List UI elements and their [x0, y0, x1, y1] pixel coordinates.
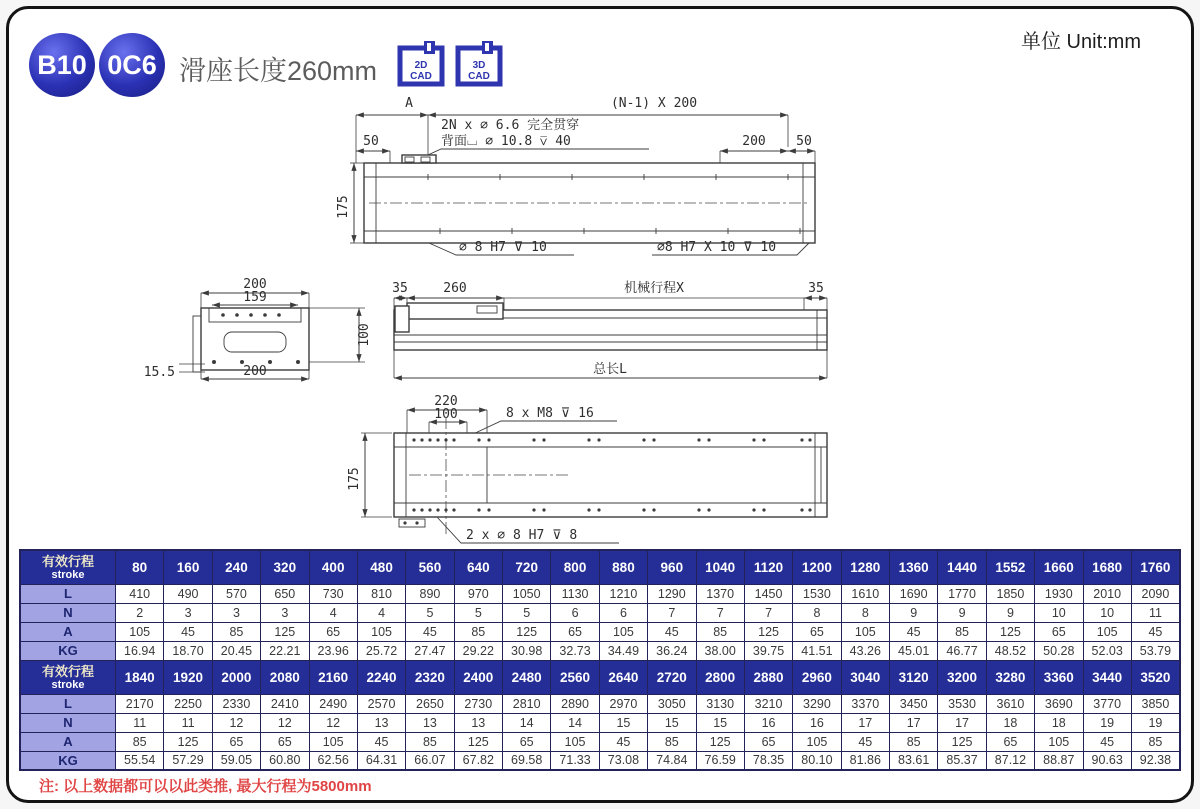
table-cell: 4 [309, 603, 357, 622]
table-cell: 1690 [890, 584, 938, 603]
row-label-cell: KG [20, 751, 116, 770]
table-cell: 125 [696, 732, 744, 751]
table-cell: 3130 [696, 694, 744, 713]
dim-200: 200 [742, 134, 766, 149]
table-cell: 105 [841, 622, 889, 641]
table-cell: 62.56 [309, 751, 357, 770]
dim-35-right: 35 [808, 281, 824, 296]
table-cell: 125 [164, 732, 212, 751]
stroke-value-cell: 2720 [648, 660, 696, 694]
stroke-value-cell: 3200 [938, 660, 986, 694]
table-cell: 15 [599, 713, 647, 732]
table-cell: 18 [1035, 713, 1083, 732]
table-cell: 85 [696, 622, 744, 641]
end-view-drawing [144, 277, 372, 380]
stroke-value-cell: 1440 [938, 550, 986, 584]
table-cell: 10 [1035, 603, 1083, 622]
stroke-value-cell: 2160 [309, 660, 357, 694]
dim-220: 220 [434, 394, 458, 409]
table-cell: 67.82 [454, 751, 502, 770]
table-cell: 45 [406, 622, 454, 641]
table-cell: 2410 [261, 694, 309, 713]
table-cell: 2250 [164, 694, 212, 713]
table-cell: 48.52 [986, 641, 1034, 660]
table-cell: 65 [309, 622, 357, 641]
table-cell: 87.12 [986, 751, 1034, 770]
table-cell: 80.10 [793, 751, 841, 770]
dim-159: 159 [243, 290, 267, 305]
table-cell: 105 [599, 622, 647, 641]
table-cell: 105 [1083, 622, 1131, 641]
stroke-value-cell: 1680 [1083, 550, 1131, 584]
table-cell: 85 [212, 622, 260, 641]
dim-50-left: 50 [363, 134, 379, 149]
stroke-value-cell: 80 [116, 550, 164, 584]
table-cell: 45 [890, 622, 938, 641]
table-cell: 410 [116, 584, 164, 603]
table-cell: 27.47 [406, 641, 454, 660]
table-cell: 1370 [696, 584, 744, 603]
table-cell: 7 [744, 603, 792, 622]
table-cell: 81.86 [841, 751, 889, 770]
table-cell: 45 [1131, 622, 1180, 641]
table-cell: 52.03 [1083, 641, 1131, 660]
table-cell: 45 [599, 732, 647, 751]
table-cell: 85 [454, 622, 502, 641]
table-cell: 1610 [841, 584, 889, 603]
table-cell: 6 [551, 603, 599, 622]
table-cell: 2170 [116, 694, 164, 713]
hole-note-1: 2N x ∅ 6.6 完全贯穿 [441, 118, 580, 133]
table-cell: 9 [938, 603, 986, 622]
callout-h7: 2 x ∅ 8 H7 ⊽ 8 [466, 528, 578, 543]
table-cell: 65 [744, 732, 792, 751]
table-cell: 90.63 [1083, 751, 1131, 770]
stroke-value-cell: 2480 [503, 660, 551, 694]
table-cell: 66.07 [406, 751, 454, 770]
cad-3d-label-1: 3D [472, 60, 486, 71]
table-cell: 2010 [1083, 584, 1131, 603]
table-cell: 570 [212, 584, 260, 603]
table-cell: 55.54 [116, 751, 164, 770]
table-cell: 2730 [454, 694, 502, 713]
table-cell: 45 [164, 622, 212, 641]
stroke-value-cell: 480 [357, 550, 405, 584]
table-cell: 12 [261, 713, 309, 732]
stroke-value-cell: 2640 [599, 660, 647, 694]
table-cell: 60.80 [261, 751, 309, 770]
table-cell: 105 [793, 732, 841, 751]
table-cell: 970 [454, 584, 502, 603]
table-cell: 50.28 [1035, 641, 1083, 660]
row-label-cell: A [20, 732, 116, 751]
table-cell: 30.98 [503, 641, 551, 660]
table-cell: 17 [841, 713, 889, 732]
table-cell: 13 [406, 713, 454, 732]
table-cell: 9 [986, 603, 1034, 622]
stroke-label-zh: 有效行程 [41, 663, 94, 679]
dim-50-right: 50 [796, 134, 812, 149]
table-cell: 2 [116, 603, 164, 622]
table-cell: 810 [357, 584, 405, 603]
table-cell: 10 [1083, 603, 1131, 622]
page-title: 滑座长度260mm [179, 56, 378, 86]
table-cell: 45 [1083, 732, 1131, 751]
stroke-value-cell: 2000 [212, 660, 260, 694]
stroke-value-cell: 3040 [841, 660, 889, 694]
stroke-table [19, 549, 1181, 771]
cad-2d-label-1: 2D [414, 60, 428, 71]
row-label-cell: KG [20, 641, 116, 660]
stroke-value-cell: 2320 [406, 660, 454, 694]
stroke-value-cell: 1660 [1035, 550, 1083, 584]
table-cell: 85 [890, 732, 938, 751]
stroke-value-cell: 1760 [1131, 550, 1180, 584]
table-cell: 1130 [551, 584, 599, 603]
dim-35-left: 35 [392, 281, 408, 296]
table-cell: 46.77 [938, 641, 986, 660]
table-cell: 17 [938, 713, 986, 732]
stroke-value-cell: 1040 [696, 550, 744, 584]
table-cell: 7 [696, 603, 744, 622]
table-cell: 65 [261, 732, 309, 751]
table-cell: 65 [986, 732, 1034, 751]
table-cell: 1770 [938, 584, 986, 603]
table-row-KG [20, 751, 1180, 770]
table-cell: 74.84 [648, 751, 696, 770]
table-cell: 36.24 [648, 641, 696, 660]
table-row-N [20, 713, 1180, 732]
cad-2d-icon [397, 39, 445, 89]
table-row-A [20, 622, 1180, 641]
stroke-value-cell: 1360 [890, 550, 938, 584]
table-cell: 3690 [1035, 694, 1083, 713]
stroke-value-cell: 2800 [696, 660, 744, 694]
table-cell: 3530 [938, 694, 986, 713]
table-cell: 3610 [986, 694, 1034, 713]
table-cell: 16 [744, 713, 792, 732]
stroke-value-cell: 2560 [551, 660, 599, 694]
table-cell: 65 [503, 732, 551, 751]
cad-3d-button[interactable] [455, 39, 503, 89]
table-cell: 18 [986, 713, 1034, 732]
table-cell: 45 [648, 622, 696, 641]
stroke-header-row [20, 660, 1180, 694]
stroke-value-cell: 400 [309, 550, 357, 584]
table-cell: 3 [261, 603, 309, 622]
table-cell: 1290 [648, 584, 696, 603]
stroke-value-cell: 3360 [1035, 660, 1083, 694]
dim-100-end: 100 [357, 323, 372, 347]
table-cell: 2330 [212, 694, 260, 713]
table-cell: 39.75 [744, 641, 792, 660]
table-cell: 3850 [1131, 694, 1180, 713]
table-cell: 105 [116, 622, 164, 641]
table-cell: 14 [551, 713, 599, 732]
table-cell: 85 [648, 732, 696, 751]
table-cell: 5 [406, 603, 454, 622]
table-cell: 19 [1131, 713, 1180, 732]
stroke-header-row [20, 550, 1180, 584]
table-cell: 41.51 [793, 641, 841, 660]
table-cell: 45 [841, 732, 889, 751]
table-cell: 125 [986, 622, 1034, 641]
table-cell: 11 [1131, 603, 1180, 622]
table-cell: 8 [841, 603, 889, 622]
cad-2d-label-2: CAD [410, 71, 432, 82]
stroke-value-cell: 3520 [1131, 660, 1180, 694]
table-cell: 5 [503, 603, 551, 622]
table-cell: 2570 [357, 694, 405, 713]
table-cell: 57.29 [164, 751, 212, 770]
table-cell: 25.72 [357, 641, 405, 660]
table-cell: 45 [357, 732, 405, 751]
table-cell: 5 [454, 603, 502, 622]
table-cell: 3370 [841, 694, 889, 713]
table-cell: 69.58 [503, 751, 551, 770]
table-cell: 125 [938, 732, 986, 751]
table-cell: 45.01 [890, 641, 938, 660]
stroke-value-cell: 2240 [357, 660, 405, 694]
row-label-cell: L [20, 694, 116, 713]
stroke-label-zh: 有效行程 [41, 553, 94, 569]
stroke-value-cell: 1552 [986, 550, 1034, 584]
table-cell: 125 [744, 622, 792, 641]
table-cell: 12 [212, 713, 260, 732]
dim-200-top: 200 [243, 277, 267, 292]
table-cell: 11 [116, 713, 164, 732]
stroke-value-cell: 2960 [793, 660, 841, 694]
table-cell: 6 [599, 603, 647, 622]
table-cell: 15 [696, 713, 744, 732]
table-cell: 1210 [599, 584, 647, 603]
table-cell: 125 [503, 622, 551, 641]
table-cell: 15 [648, 713, 696, 732]
table-cell: 1850 [986, 584, 1034, 603]
table-cell: 490 [164, 584, 212, 603]
table-cell: 20.45 [212, 641, 260, 660]
stroke-value-cell: 2400 [454, 660, 502, 694]
stroke-value-cell: 2080 [261, 660, 309, 694]
cad-3d-label-2: CAD [468, 71, 490, 82]
model-badge-b10: B10 [29, 33, 95, 97]
table-cell: 12 [309, 713, 357, 732]
table-cell: 71.33 [551, 751, 599, 770]
stroke-value-cell: 2880 [744, 660, 792, 694]
table-cell: 4 [357, 603, 405, 622]
table-cell: 11 [164, 713, 212, 732]
table-cell: 64.31 [357, 751, 405, 770]
table-row-L [20, 584, 1180, 603]
bottom-view-drawing [347, 394, 827, 543]
table-cell: 3050 [648, 694, 696, 713]
stroke-value-cell: 720 [503, 550, 551, 584]
cad-3d-icon [455, 39, 503, 89]
stroke-label-en: stroke [51, 568, 85, 581]
dim-15-5: 15.5 [143, 365, 175, 380]
table-cell: 59.05 [212, 751, 260, 770]
side-view-drawing [392, 280, 827, 378]
mechanical-stroke-label: 机械行程X [624, 281, 684, 296]
stroke-value-cell: 3440 [1083, 660, 1131, 694]
dim-a: A [405, 96, 413, 111]
table-cell: 65 [793, 622, 841, 641]
table-cell: 105 [309, 732, 357, 751]
stroke-value-cell: 3280 [986, 660, 1034, 694]
row-label-cell: N [20, 603, 116, 622]
top-view-drawing [336, 96, 815, 255]
stroke-value-cell: 3120 [890, 660, 938, 694]
table-cell: 2970 [599, 694, 647, 713]
table-cell: 17 [890, 713, 938, 732]
table-cell: 38.00 [696, 641, 744, 660]
callout-hole-right: ∅8 H7 X 10 ⊽ 10 [657, 240, 777, 255]
stroke-value-cell: 640 [454, 550, 502, 584]
total-length-label: 总长L [593, 362, 627, 377]
table-cell: 85 [406, 732, 454, 751]
technical-drawings [9, 85, 1191, 555]
stroke-value-cell: 880 [599, 550, 647, 584]
table-cell: 85 [116, 732, 164, 751]
table-cell: 85.37 [938, 751, 986, 770]
stroke-value-cell: 240 [212, 550, 260, 584]
table-cell: 23.96 [309, 641, 357, 660]
callout-m8: 8 x M8 ⊽ 16 [506, 406, 594, 421]
table-cell: 3210 [744, 694, 792, 713]
table-cell: 13 [454, 713, 502, 732]
table-cell: 73.08 [599, 751, 647, 770]
table-cell: 34.49 [599, 641, 647, 660]
stroke-value-cell: 1120 [744, 550, 792, 584]
stroke-label-cell [20, 660, 116, 694]
stroke-value-cell: 160 [164, 550, 212, 584]
dim-200-bottom: 200 [243, 364, 267, 379]
table-cell: 2810 [503, 694, 551, 713]
table-cell: 105 [1035, 732, 1083, 751]
table-cell: 3 [164, 603, 212, 622]
table-cell: 14 [503, 713, 551, 732]
table-cell: 85 [938, 622, 986, 641]
table-cell: 43.26 [841, 641, 889, 660]
unit-label: 单位 Unit:mm [1021, 31, 1141, 53]
table-cell: 125 [261, 622, 309, 641]
table-cell: 105 [551, 732, 599, 751]
dim-175-bottom: 175 [347, 467, 362, 491]
dim-175: 175 [336, 195, 351, 219]
table-cell: 2890 [551, 694, 599, 713]
table-cell: 65 [1035, 622, 1083, 641]
dim-100-bottom: 100 [434, 407, 458, 422]
table-cell: 890 [406, 584, 454, 603]
table-row-L [20, 694, 1180, 713]
stroke-table-body [20, 550, 1180, 770]
table-cell: 105 [357, 622, 405, 641]
table-cell: 9 [890, 603, 938, 622]
table-cell: 8 [793, 603, 841, 622]
dim-260: 260 [443, 281, 467, 296]
stroke-value-cell: 1200 [793, 550, 841, 584]
dim-n1x200: (N-1) X 200 [610, 96, 698, 111]
table-cell: 78.35 [744, 751, 792, 770]
table-cell: 13 [357, 713, 405, 732]
cad-2d-button[interactable] [397, 39, 445, 89]
row-label-cell: L [20, 584, 116, 603]
table-cell: 1530 [793, 584, 841, 603]
table-cell: 730 [309, 584, 357, 603]
table-cell: 65 [212, 732, 260, 751]
table-cell: 1450 [744, 584, 792, 603]
datasheet-page [6, 6, 1194, 803]
table-cell: 3450 [890, 694, 938, 713]
table-cell: 2650 [406, 694, 454, 713]
table-cell: 83.61 [890, 751, 938, 770]
table-cell: 19 [1083, 713, 1131, 732]
stroke-label-en: stroke [51, 678, 85, 691]
table-cell: 85 [1131, 732, 1180, 751]
stroke-value-cell: 1280 [841, 550, 889, 584]
table-cell: 125 [454, 732, 502, 751]
hole-note-2: 背面⌴ ∅ 10.8 ⊽ 40 [441, 134, 571, 149]
table-cell: 3 [212, 603, 260, 622]
footnote: 注: 以上数据都可以以此类推, 最大行程为5800mm [39, 778, 372, 795]
table-cell: 76.59 [696, 751, 744, 770]
table-cell: 29.22 [454, 641, 502, 660]
table-cell: 3290 [793, 694, 841, 713]
row-label-cell: A [20, 622, 116, 641]
table-cell: 65 [551, 622, 599, 641]
table-row-N [20, 603, 1180, 622]
table-cell: 650 [261, 584, 309, 603]
table-cell: 92.38 [1131, 751, 1180, 770]
table-cell: 18.70 [164, 641, 212, 660]
table-cell: 2090 [1131, 584, 1180, 603]
callout-hole-left: ∅ 8 H7 ⊽ 10 [459, 240, 547, 255]
table-cell: 16 [793, 713, 841, 732]
table-cell: 2490 [309, 694, 357, 713]
table-cell: 3770 [1083, 694, 1131, 713]
table-cell: 32.73 [551, 641, 599, 660]
table-row-KG [20, 641, 1180, 660]
table-cell: 22.21 [261, 641, 309, 660]
table-cell: 7 [648, 603, 696, 622]
table-cell: 1930 [1035, 584, 1083, 603]
stroke-value-cell: 1840 [116, 660, 164, 694]
table-cell: 88.87 [1035, 751, 1083, 770]
stroke-label-cell [20, 550, 116, 584]
table-cell: 1050 [503, 584, 551, 603]
stroke-value-cell: 1920 [164, 660, 212, 694]
table-cell: 16.94 [116, 641, 164, 660]
stroke-value-cell: 320 [261, 550, 309, 584]
row-label-cell: N [20, 713, 116, 732]
table-cell: 53.79 [1131, 641, 1180, 660]
stroke-value-cell: 960 [648, 550, 696, 584]
stroke-value-cell: 560 [406, 550, 454, 584]
stroke-value-cell: 800 [551, 550, 599, 584]
table-row-A [20, 732, 1180, 751]
model-badge-0c6: 0C6 [99, 33, 165, 97]
